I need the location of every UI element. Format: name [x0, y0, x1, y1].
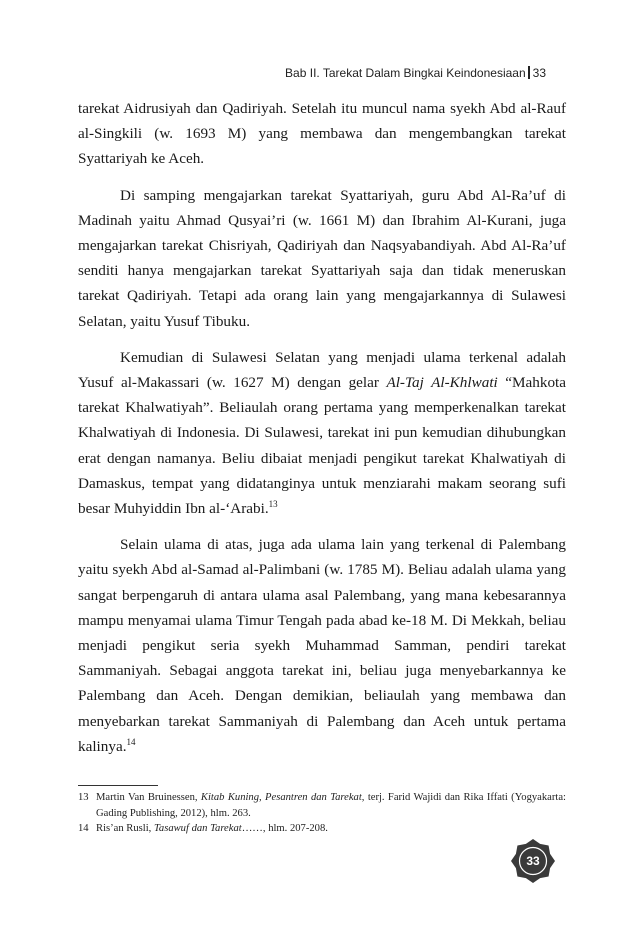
- text-run: tarekat Aidrusiyah dan Qadiriyah. Setelah itu muncul nama syekh Abd al-Rauf al-Singkili (w. 1693 M) yang membawa dan mengembangkan tarekat Syattariyah ke Aceh.: [78, 100, 566, 168]
- running-title: Bab II. Tarekat Dalam Bingkai Keindonesiaan: [285, 66, 526, 80]
- paragraph: [78, 532, 566, 759]
- footnote: [78, 821, 566, 837]
- body-text: [78, 96, 566, 759]
- header-page-number: 33: [532, 66, 546, 80]
- footnote-number: 13: [78, 792, 89, 803]
- header-divider: [528, 66, 530, 79]
- paragraph: [78, 183, 566, 334]
- text-run: ……, hlm. 207-208.: [241, 823, 328, 834]
- text-run: terj. Farid Wajidi dan Rika Iffati (Yogyakarta: Gading Publishing, 2012), hlm. 263.: [96, 792, 566, 819]
- footnote-ref: 14: [126, 736, 136, 747]
- page-number: 33: [526, 854, 540, 868]
- paragraph: [78, 345, 566, 521]
- text-run: Selain ulama di atas, juga ada ulama lain yang terkenal di Palembang yaitu syekh Abd al-Samad al-Palimbani (w. 1785 M). Beliau adalah ulama yang sangat berpengaruh di antara ulama asal Palembang, yang mana kebesarannya mampu menyamai ulama Timur Tengah pada abad ke-18 M. Di Mekkah, beliau menjadi pengikut seria syekh Muhammad Samman, pendiri tarekat Sammaniyah. Sebagai anggota tarekat ini, beliau juga menyebarkannya ke Palembang dan Aceh. Dengan demikian, beliaulah yang membawa dan menyebarkan tarekat Sammaniyah di Palembang dan Aceh untuk pertama kalinya.: [78, 536, 566, 755]
- text-run: Ris’an Rusli,: [96, 823, 154, 834]
- footnote-rule: [78, 785, 158, 786]
- text-run: Kemudian di Sulawesi Selatan yang menjadi ulama terkenal adalah Yusuf al-Makassari (w. 1627 M) dengan gelar: [78, 348, 566, 392]
- footnote: [78, 790, 566, 821]
- text-run: Di samping mengajarkan tarekat Syattariyah, guru Abd Al-Ra’uf di Madinah yaitu Ahmad Qusyai’ri (w. 1661 M) dan Ibrahim Al-Kurani, juga mengajarkan tarekat Chisriyah, Qadiriyah dan Naqsyabandiyah. Abd Al-Ra’uf senditi hanya mengajarkan tarekat Syattariyah saja dan tidak meneruskan tarekat Qadiriyah. Tetapi ada orang lain yang mengajarkannya di Sulawesi Selatan, yaitu Yusuf Tibuku.: [78, 186, 566, 330]
- text-run: Martin Van Bruinessen,: [96, 792, 201, 803]
- paragraph: [78, 96, 566, 172]
- footnotes: [78, 790, 566, 837]
- footnote-number: 14: [78, 823, 89, 834]
- italic-text: Kitab Kuning, Pesantren dan Tarekat,: [200, 792, 365, 803]
- running-header: [285, 66, 546, 80]
- italic-text: Tasawuf dan Tarekat: [153, 823, 242, 834]
- text-run: “Mahkota tarekat Khalwatiyah”. Beliaulah orang pertama yang memperkenalkan tarekat Khalwatiyah di Indonesia. Di Sulawesi, tarekat ini pun kemudian dihubungkan erat dengan namanya. Beliu dibaiat menjadi pengikut tarekat Khalwatiyah di Damaskus, tempat yang didatanginya untuk menziarahi makam seorang sufi besar Muhyiddin Ibn al-‘Arabi.: [78, 374, 567, 518]
- page-number-badge: [510, 838, 556, 884]
- italic-text: Al-Taj Al-Khlwati: [386, 374, 498, 392]
- footnote-ref: 13: [268, 499, 278, 510]
